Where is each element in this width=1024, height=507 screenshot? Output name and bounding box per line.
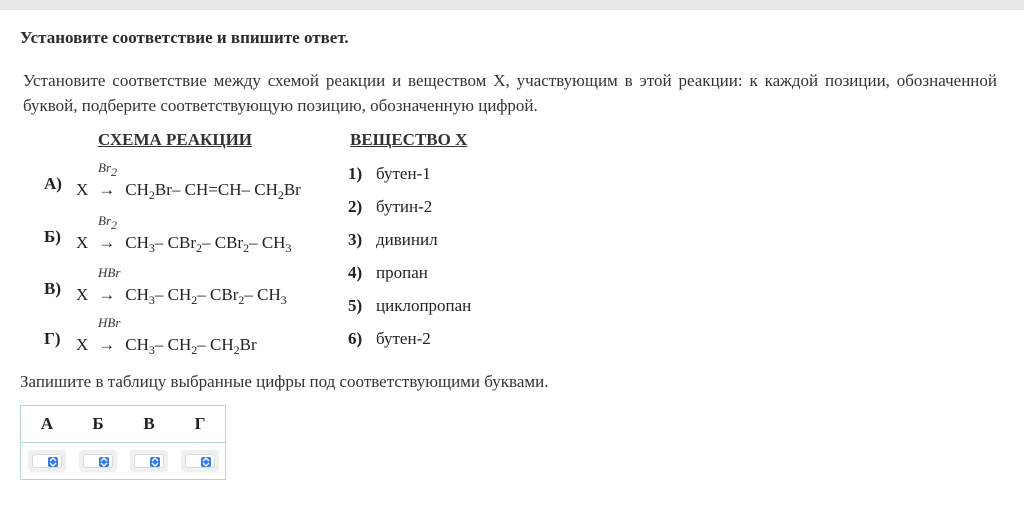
select-arrows-icon [150, 457, 160, 467]
answer-select-g[interactable] [181, 450, 219, 472]
answer-select-a[interactable] [28, 450, 66, 472]
reactant: X [76, 335, 89, 354]
reaction-equation [76, 180, 301, 200]
substance-name: пропан [376, 263, 428, 282]
reaction-letter: Г) [44, 329, 61, 348]
arrow-icon: → [98, 180, 116, 199]
substance-item [348, 164, 431, 184]
answer-select-v[interactable] [130, 450, 168, 472]
reaction-letter: А) [44, 174, 62, 193]
substance-number: 3) [348, 230, 363, 249]
reaction-row [0, 265, 340, 315]
substance-item [348, 197, 432, 217]
reaction-letter: Б) [44, 227, 61, 246]
task-text: Установите соответствие между схемой реакции и веществом X, участвующим в этой реакции: к каждой позиции, обозначенной буквой, подберите соответствующую позицию, обозначенную цифрой. [23, 71, 997, 115]
arrow-icon: → [98, 335, 116, 354]
reaction-product: $CH_3-$ $CH_2-$ $CH_2Br$ [125, 335, 257, 357]
substance-item [348, 329, 431, 349]
select-arrows-icon [48, 457, 58, 467]
reaction-equation [76, 233, 291, 253]
reaction-row [0, 160, 340, 210]
column-header-substances: ВЕЩЕСТВО X [350, 130, 468, 149]
reaction-row [0, 315, 340, 365]
reaction-product: $CH_2Br-$ CH=CH– $CH_2Br$ [125, 180, 301, 202]
arrow-icon: → [98, 233, 116, 252]
reaction-row [0, 213, 340, 263]
reaction-reagent: $Br_2$ [98, 213, 117, 232]
answer-header-g: Г [194, 414, 206, 433]
reaction-equation [76, 335, 257, 355]
reaction-letter: В) [44, 279, 61, 298]
reactant: X [76, 180, 89, 199]
substance-name: бутен-2 [376, 329, 431, 348]
arrow-icon: → [98, 285, 116, 304]
reaction-reagent: $Br_2$ [98, 160, 117, 179]
substance-name: циклопропан [376, 296, 472, 315]
substance-name: бутен-1 [376, 164, 431, 183]
reaction-equation [76, 285, 287, 305]
answer-table-header [21, 406, 225, 443]
select-arrows-icon [201, 457, 211, 467]
reaction-reagent: HBr [98, 265, 121, 280]
answer-table [20, 405, 226, 480]
answer-header-a: А [40, 414, 54, 433]
reaction-product: $CH_3-$ CBr$_2$– CBr$_2$– $CH_3$ [125, 233, 292, 255]
substance-number: 5) [348, 296, 363, 315]
reaction-reagent: HBr [98, 315, 121, 330]
substance-number: 2) [348, 197, 363, 216]
substance-number: 1) [348, 164, 363, 183]
column-header-reactions: СХЕМА РЕАКЦИИ [98, 130, 253, 149]
substance-name: дивинил [376, 230, 438, 249]
substance-item [348, 263, 428, 283]
substance-number: 4) [348, 263, 363, 282]
reactant: X [76, 233, 89, 252]
substance-name: бутин-2 [376, 197, 433, 216]
answer-header-b: Б [92, 414, 104, 433]
answer-header-v: В [143, 414, 155, 433]
substance-item [348, 230, 438, 250]
top-bar [0, 0, 1024, 10]
select-arrows-icon [99, 457, 109, 467]
instruction-text: Запишите в таблицу выбранные цифры под соответствующими буквами. [20, 372, 549, 391]
reaction-product: $CH_3-$ $CH_2-$ CBr$_2$– $CH_3$ [125, 285, 287, 307]
page-title: Установите соответствие и впишите ответ. [20, 28, 349, 47]
substance-item [348, 296, 471, 316]
reactant: X [76, 285, 89, 304]
answer-select-b[interactable] [79, 450, 117, 472]
substance-number: 6) [348, 329, 363, 348]
